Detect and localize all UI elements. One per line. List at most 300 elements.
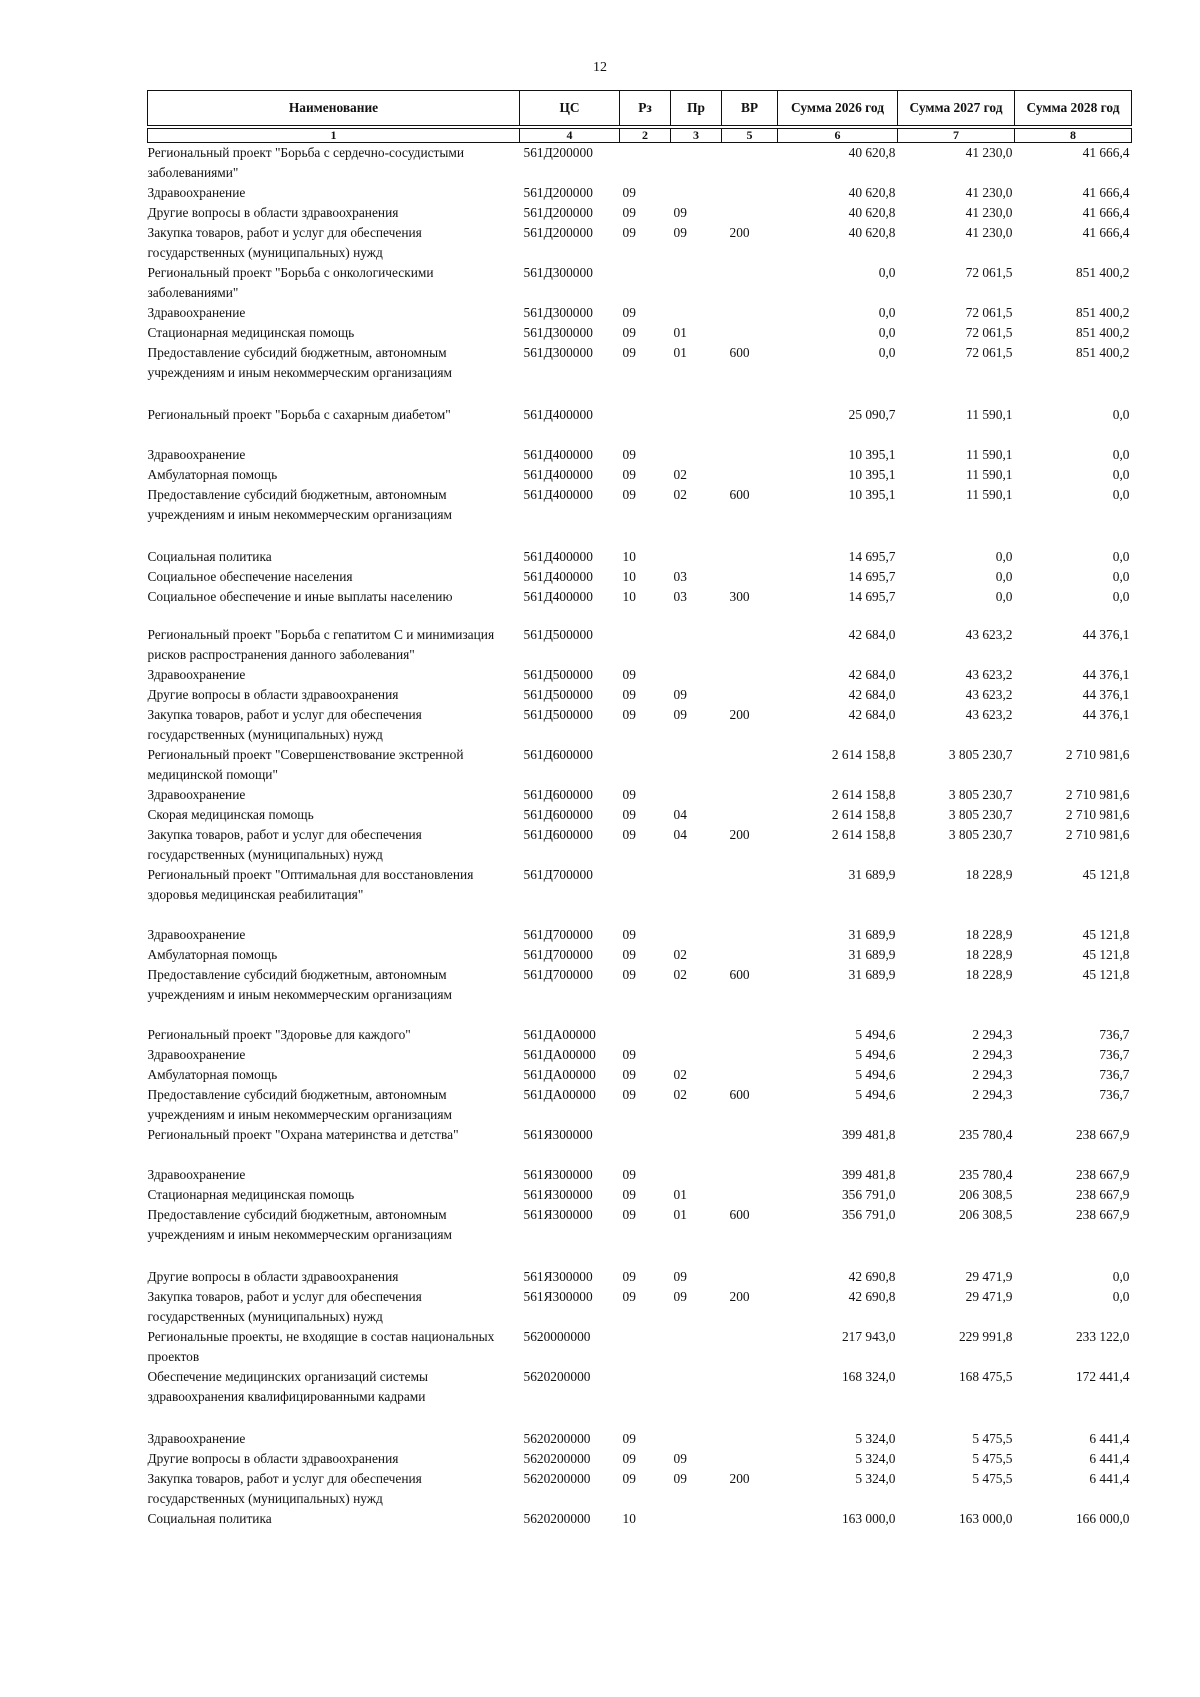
table-row xyxy=(148,665,1132,685)
row-sum-2026: 5 494,6 xyxy=(855,1027,896,1042)
row-name: Закупка товаров, работ и услуг для обеспечения государственных (муниципальных) нужд xyxy=(147,225,422,260)
row-vr xyxy=(722,1367,778,1429)
table-row xyxy=(148,1045,1132,1065)
table-row xyxy=(148,625,1132,665)
row-pr: 09 xyxy=(673,707,687,722)
row-name: Другие вопросы в области здравоохранения xyxy=(147,687,399,702)
row-sum-2026: 356 791,0 xyxy=(841,1187,896,1202)
row-rz: 10 xyxy=(622,1511,636,1526)
row-pr xyxy=(671,445,722,465)
row-name: Амбулаторная помощь xyxy=(147,467,278,482)
row-cs: 561Д400000 xyxy=(523,447,593,462)
table-row xyxy=(148,1205,1132,1267)
row-vr: 200 xyxy=(729,827,750,842)
table-row xyxy=(148,587,1132,625)
row-cs: 561Д200000 xyxy=(523,225,593,240)
row-vr: 300 xyxy=(729,589,750,604)
row-vr xyxy=(722,865,778,925)
column-number: 6 xyxy=(778,129,898,143)
row-sum-2028: 736,7 xyxy=(1099,1027,1130,1042)
row-vr xyxy=(722,183,778,203)
row-cs: 561Д300000 xyxy=(523,265,593,280)
row-pr: 01 xyxy=(673,1187,687,1202)
row-sum-2026: 0,0 xyxy=(878,345,896,360)
row-name: Региональный проект "Борьба с сахарным диабетом" xyxy=(147,407,451,422)
table-row xyxy=(148,1449,1132,1469)
row-vr xyxy=(722,805,778,825)
row-rz: 09 xyxy=(622,467,636,482)
table-row xyxy=(148,1165,1132,1185)
row-cs: 5620000000 xyxy=(523,1329,591,1344)
row-pr: 09 xyxy=(673,225,687,240)
row-sum-2026: 14 695,7 xyxy=(848,589,896,604)
row-cs: 5620200000 xyxy=(523,1471,591,1486)
row-vr: 600 xyxy=(729,1207,750,1222)
table-row xyxy=(148,485,1132,547)
table-row xyxy=(148,1267,1132,1287)
row-sum-2028: 736,7 xyxy=(1099,1047,1130,1062)
row-rz xyxy=(620,865,671,925)
row-vr xyxy=(722,665,778,685)
row-sum-2026: 14 695,7 xyxy=(848,549,896,564)
row-rz xyxy=(620,625,671,665)
row-name: Региональный проект "Здоровье для каждого" xyxy=(147,1027,411,1042)
row-rz: 10 xyxy=(622,549,636,564)
row-cs: 561ДА00000 xyxy=(523,1027,596,1042)
row-sum-2028: 45 121,8 xyxy=(1082,867,1130,882)
table-row xyxy=(148,323,1132,343)
row-pr xyxy=(671,925,722,945)
row-cs: 561Я300000 xyxy=(523,1269,593,1284)
row-sum-2026: 42 684,0 xyxy=(848,667,896,682)
row-sum-2027: 0,0 xyxy=(995,589,1013,604)
row-cs: 561ДА00000 xyxy=(523,1047,596,1062)
row-sum-2028: 44 376,1 xyxy=(1082,707,1130,722)
row-pr: 02 xyxy=(673,1067,687,1082)
row-pr xyxy=(671,785,722,805)
column-number: 5 xyxy=(722,129,778,143)
row-sum-2026: 31 689,9 xyxy=(848,927,896,942)
row-pr xyxy=(671,1165,722,1185)
row-sum-2028: 238 667,9 xyxy=(1075,1207,1130,1222)
row-rz: 09 xyxy=(622,947,636,962)
table-row xyxy=(148,785,1132,805)
row-sum-2028: 238 667,9 xyxy=(1075,1187,1130,1202)
row-sum-2027: 2 294,3 xyxy=(972,1087,1013,1102)
row-sum-2026: 42 684,0 xyxy=(848,687,896,702)
row-name: Амбулаторная помощь xyxy=(147,947,278,962)
row-sum-2027: 43 623,2 xyxy=(965,687,1013,702)
row-cs: 561Д400000 xyxy=(523,467,593,482)
row-vr xyxy=(722,1509,778,1529)
row-pr: 01 xyxy=(673,345,687,360)
row-cs: 561Д700000 xyxy=(523,867,593,882)
table-row xyxy=(148,1429,1132,1449)
row-name: Региональный проект "Совершенствование экстренной медицинской помощи" xyxy=(147,747,464,782)
row-pr xyxy=(671,625,722,665)
row-name: Социальное обеспечение населения xyxy=(147,569,353,584)
row-sum-2027: 229 991,8 xyxy=(958,1329,1013,1344)
header-row xyxy=(148,91,1132,126)
row-name: Здравоохранение xyxy=(147,1431,246,1446)
column-number: 8 xyxy=(1015,129,1132,143)
row-rz: 09 xyxy=(622,487,636,502)
row-rz: 09 xyxy=(622,305,636,320)
row-sum-2028: 0,0 xyxy=(1112,447,1130,462)
row-cs: 561Д600000 xyxy=(523,747,593,762)
row-sum-2026: 42 690,8 xyxy=(848,1269,896,1284)
row-pr: 02 xyxy=(673,487,687,502)
row-name: Здравоохранение xyxy=(147,305,246,320)
row-rz: 09 xyxy=(622,1187,636,1202)
row-name: Региональный проект "Борьба с сердечно-сосудистыми заболеваниями" xyxy=(147,145,465,180)
row-rz: 09 xyxy=(622,1431,636,1446)
row-pr: 04 xyxy=(673,827,687,842)
row-sum-2027: 11 590,1 xyxy=(966,407,1013,422)
row-sum-2026: 10 395,1 xyxy=(848,447,896,462)
row-sum-2028: 2 710 981,6 xyxy=(1065,807,1130,822)
row-sum-2028: 41 666,4 xyxy=(1082,205,1130,220)
row-cs: 561Д200000 xyxy=(523,205,593,220)
row-sum-2027: 43 623,2 xyxy=(965,707,1013,722)
row-cs: 5620200000 xyxy=(523,1511,591,1526)
row-sum-2026: 2 614 158,8 xyxy=(831,747,896,762)
row-sum-2027: 18 228,9 xyxy=(965,947,1013,962)
row-pr xyxy=(671,1367,722,1429)
row-rz xyxy=(620,1367,671,1429)
row-vr xyxy=(722,445,778,465)
row-sum-2027: 3 805 230,7 xyxy=(948,807,1013,822)
row-cs: 561Я300000 xyxy=(523,1167,593,1182)
table-row xyxy=(148,1287,1132,1327)
row-sum-2027: 0,0 xyxy=(995,569,1013,584)
table-row xyxy=(148,465,1132,485)
row-vr xyxy=(722,303,778,323)
row-name: Здравоохранение xyxy=(147,667,246,682)
row-sum-2027: 168 475,5 xyxy=(958,1369,1013,1384)
row-pr: 03 xyxy=(673,569,687,584)
row-sum-2028: 44 376,1 xyxy=(1082,687,1130,702)
row-sum-2027: 3 805 230,7 xyxy=(948,827,1013,842)
row-rz: 09 xyxy=(622,1269,636,1284)
row-name: Предоставление субсидий бюджетным, автономным учреждениям и иным некоммерческим организациям xyxy=(147,487,452,522)
table-row xyxy=(148,965,1132,1025)
row-vr xyxy=(722,567,778,587)
row-sum-2028: 0,0 xyxy=(1112,569,1130,584)
row-vr xyxy=(722,1165,778,1185)
row-pr xyxy=(671,1045,722,1065)
row-sum-2027: 41 230,0 xyxy=(965,205,1013,220)
row-vr xyxy=(722,745,778,785)
table-row xyxy=(148,805,1132,825)
row-cs: 561Д300000 xyxy=(523,325,593,340)
row-sum-2027: 11 590,1 xyxy=(966,467,1013,482)
row-sum-2026: 10 395,1 xyxy=(848,487,896,502)
row-vr xyxy=(722,685,778,705)
row-vr xyxy=(722,143,778,184)
row-sum-2027: 5 475,5 xyxy=(972,1451,1013,1466)
row-name: Социальное обеспечение и иные выплаты населению xyxy=(147,589,453,604)
table-row xyxy=(148,1065,1132,1085)
row-sum-2028: 172 441,4 xyxy=(1075,1369,1130,1384)
row-rz xyxy=(620,1125,671,1165)
table-row xyxy=(148,1025,1132,1045)
row-sum-2028: 233 122,0 xyxy=(1075,1329,1130,1344)
row-sum-2028: 41 666,4 xyxy=(1082,225,1130,240)
row-name: Амбулаторная помощь xyxy=(147,1067,278,1082)
row-sum-2027: 206 308,5 xyxy=(958,1187,1013,1202)
row-sum-2027: 43 623,2 xyxy=(965,627,1013,642)
row-sum-2028: 0,0 xyxy=(1112,1269,1130,1284)
table-row xyxy=(148,547,1132,567)
row-sum-2026: 42 684,0 xyxy=(848,707,896,722)
row-sum-2026: 5 324,0 xyxy=(855,1471,896,1486)
row-rz xyxy=(620,745,671,785)
row-vr: 600 xyxy=(729,487,750,502)
table-row xyxy=(148,945,1132,965)
row-name: Социальная политика xyxy=(147,549,272,564)
row-cs: 561Д600000 xyxy=(523,827,593,842)
row-sum-2026: 31 689,9 xyxy=(848,947,896,962)
header-rz: Рз xyxy=(620,91,671,126)
row-pr: 02 xyxy=(673,967,687,982)
row-sum-2028: 0,0 xyxy=(1112,467,1130,482)
row-name: Здравоохранение xyxy=(147,927,246,942)
row-name: Здравоохранение xyxy=(147,447,246,462)
row-sum-2026: 217 943,0 xyxy=(841,1329,896,1344)
row-pr: 02 xyxy=(673,1087,687,1102)
row-vr: 600 xyxy=(729,967,750,982)
row-sum-2026: 163 000,0 xyxy=(841,1511,896,1526)
row-sum-2028: 851 400,2 xyxy=(1075,265,1130,280)
header-cs: ЦС xyxy=(520,91,620,126)
row-pr xyxy=(671,303,722,323)
row-rz: 10 xyxy=(622,589,636,604)
row-cs: 561Д700000 xyxy=(523,967,593,982)
table-row xyxy=(148,445,1132,465)
row-vr xyxy=(722,263,778,303)
row-cs: 5620200000 xyxy=(523,1431,591,1446)
row-name: Стационарная медицинская помощь xyxy=(147,1187,355,1202)
row-name: Региональный проект "Оптимальная для восстановления здоровья медицинская реабилитация" xyxy=(147,867,474,902)
row-pr: 09 xyxy=(673,205,687,220)
table-row xyxy=(148,183,1132,203)
row-sum-2028: 6 441,4 xyxy=(1089,1471,1130,1486)
row-vr xyxy=(722,1327,778,1367)
row-pr xyxy=(671,865,722,925)
row-vr: 200 xyxy=(729,1471,750,1486)
table-row xyxy=(148,1469,1132,1509)
row-sum-2028: 45 121,8 xyxy=(1082,967,1130,982)
row-sum-2027: 0,0 xyxy=(995,549,1013,564)
row-sum-2026: 5 324,0 xyxy=(855,1451,896,1466)
header-sum-2028: Сумма 2028 год xyxy=(1015,91,1132,126)
row-name: Закупка товаров, работ и услуг для обеспечения государственных (муниципальных) нужд xyxy=(147,1289,422,1324)
row-sum-2028: 0,0 xyxy=(1112,407,1130,422)
row-name: Предоставление субсидий бюджетным, автономным учреждениям и иным некоммерческим организациям xyxy=(147,345,452,380)
row-name: Обеспечение медицинских организаций системы здравоохранения квалифицированными кадрами xyxy=(147,1369,429,1404)
row-sum-2026: 0,0 xyxy=(878,305,896,320)
row-sum-2026: 5 494,6 xyxy=(855,1067,896,1082)
row-name: Здравоохранение xyxy=(147,787,246,802)
row-sum-2028: 41 666,4 xyxy=(1082,185,1130,200)
row-sum-2027: 18 228,9 xyxy=(965,967,1013,982)
row-sum-2027: 2 294,3 xyxy=(972,1067,1013,1082)
row-cs: 561Д700000 xyxy=(523,947,593,962)
table-row xyxy=(148,745,1132,785)
row-sum-2028: 238 667,9 xyxy=(1075,1127,1130,1142)
row-sum-2026: 40 620,8 xyxy=(848,205,896,220)
table-body xyxy=(148,143,1132,1530)
row-name: Региональный проект "Борьба с онкологическими заболеваниями" xyxy=(147,265,434,300)
row-vr: 200 xyxy=(729,225,750,240)
row-sum-2028: 44 376,1 xyxy=(1082,667,1130,682)
row-rz: 09 xyxy=(622,205,636,220)
row-cs: 561Я300000 xyxy=(523,1127,593,1142)
row-pr: 02 xyxy=(673,467,687,482)
row-sum-2026: 2 614 158,8 xyxy=(831,807,896,822)
row-sum-2027: 72 061,5 xyxy=(965,325,1013,340)
row-sum-2028: 0,0 xyxy=(1112,589,1130,604)
table-row xyxy=(148,705,1132,745)
row-pr: 01 xyxy=(673,1207,687,1222)
row-rz: 09 xyxy=(622,1451,636,1466)
row-pr xyxy=(671,1327,722,1367)
row-sum-2028: 45 121,8 xyxy=(1082,927,1130,942)
row-pr xyxy=(671,1025,722,1045)
row-sum-2028: 45 121,8 xyxy=(1082,947,1130,962)
row-rz: 09 xyxy=(622,927,636,942)
row-sum-2027: 2 294,3 xyxy=(972,1027,1013,1042)
table-row xyxy=(148,925,1132,945)
row-sum-2027: 43 623,2 xyxy=(965,667,1013,682)
table-row xyxy=(148,685,1132,705)
row-rz: 09 xyxy=(622,225,636,240)
row-vr xyxy=(722,1449,778,1469)
row-vr xyxy=(722,1025,778,1045)
row-sum-2026: 168 324,0 xyxy=(841,1369,896,1384)
row-name: Региональный проект "Борьба с гепатитом С и минимизация рисков распространения данного заболевания" xyxy=(147,627,495,662)
row-vr: 200 xyxy=(729,1289,750,1304)
row-vr xyxy=(722,1429,778,1449)
row-sum-2026: 0,0 xyxy=(878,265,896,280)
row-cs: 561ДА00000 xyxy=(523,1087,596,1102)
row-rz xyxy=(620,1327,671,1367)
row-vr xyxy=(722,1065,778,1085)
row-name: Здравоохранение xyxy=(147,1047,246,1062)
row-pr xyxy=(671,745,722,785)
row-cs: 561Д300000 xyxy=(523,305,593,320)
row-vr xyxy=(722,785,778,805)
column-number: 3 xyxy=(671,129,722,143)
table-row xyxy=(148,567,1132,587)
row-pr xyxy=(671,1125,722,1165)
row-sum-2027: 11 590,1 xyxy=(966,447,1013,462)
row-sum-2028: 736,7 xyxy=(1099,1087,1130,1102)
row-cs: 561Д200000 xyxy=(523,185,593,200)
row-vr: 600 xyxy=(729,345,750,360)
row-name: Предоставление субсидий бюджетным, автономным учреждениям и иным некоммерческим организациям xyxy=(147,1087,452,1122)
row-sum-2026: 42 690,8 xyxy=(848,1289,896,1304)
row-rz: 09 xyxy=(622,827,636,842)
row-sum-2027: 72 061,5 xyxy=(965,345,1013,360)
row-vr xyxy=(722,1125,778,1165)
row-sum-2027: 41 230,0 xyxy=(965,225,1013,240)
row-rz: 09 xyxy=(622,325,636,340)
row-sum-2026: 2 614 158,8 xyxy=(831,827,896,842)
row-vr xyxy=(722,323,778,343)
row-pr xyxy=(671,143,722,184)
row-sum-2026: 5 494,6 xyxy=(855,1087,896,1102)
row-sum-2026: 5 324,0 xyxy=(855,1431,896,1446)
row-vr: 200 xyxy=(729,707,750,722)
row-sum-2027: 29 471,9 xyxy=(965,1289,1013,1304)
row-name: Другие вопросы в области здравоохранения xyxy=(147,205,399,220)
column-number: 4 xyxy=(520,129,620,143)
table-row xyxy=(148,1185,1132,1205)
table-row xyxy=(148,263,1132,303)
row-cs: 561ДА00000 xyxy=(523,1067,596,1082)
row-vr xyxy=(722,1185,778,1205)
row-rz: 09 xyxy=(622,967,636,982)
row-rz: 09 xyxy=(622,1207,636,1222)
row-rz: 09 xyxy=(622,807,636,822)
row-pr: 01 xyxy=(673,325,687,340)
row-sum-2026: 2 614 158,8 xyxy=(831,787,896,802)
row-pr: 09 xyxy=(673,687,687,702)
row-sum-2027: 2 294,3 xyxy=(972,1047,1013,1062)
row-vr xyxy=(722,625,778,665)
row-name: Региональные проекты, не входящие в состав национальных проектов xyxy=(147,1329,495,1364)
row-cs: 561Я300000 xyxy=(523,1289,593,1304)
row-cs: 561Д300000 xyxy=(523,345,593,360)
row-rz xyxy=(620,405,671,445)
row-name: Закупка товаров, работ и услуг для обеспечения государственных (муниципальных) нужд xyxy=(147,827,422,862)
row-sum-2026: 10 395,1 xyxy=(848,467,896,482)
row-name: Предоставление субсидий бюджетным, автономным учреждениям и иным некоммерческим организациям xyxy=(147,967,452,1002)
row-rz xyxy=(620,1025,671,1045)
row-sum-2026: 31 689,9 xyxy=(848,867,896,882)
header-pr: Пр xyxy=(671,91,722,126)
row-sum-2026: 40 620,8 xyxy=(848,145,896,160)
row-rz: 09 xyxy=(622,787,636,802)
row-rz: 09 xyxy=(622,1167,636,1182)
row-sum-2028: 41 666,4 xyxy=(1082,145,1130,160)
row-name: Здравоохранение xyxy=(147,1167,246,1182)
row-cs: 561Д400000 xyxy=(523,549,593,564)
row-name: Закупка товаров, работ и услуг для обеспечения государственных (муниципальных) нужд xyxy=(147,1471,422,1506)
row-sum-2028: 44 376,1 xyxy=(1082,627,1130,642)
budget-sheet xyxy=(147,90,1131,1529)
row-sum-2027: 3 805 230,7 xyxy=(948,787,1013,802)
row-pr: 04 xyxy=(673,807,687,822)
row-rz: 09 xyxy=(622,345,636,360)
row-name: Стационарная медицинская помощь xyxy=(147,325,355,340)
row-vr xyxy=(722,547,778,567)
row-sum-2028: 851 400,2 xyxy=(1075,345,1130,360)
row-cs: 561Д400000 xyxy=(523,569,593,584)
table-row xyxy=(148,865,1132,925)
row-sum-2028: 851 400,2 xyxy=(1075,305,1130,320)
row-sum-2027: 41 230,0 xyxy=(965,185,1013,200)
row-sum-2028: 6 441,4 xyxy=(1089,1431,1130,1446)
row-cs: 5620200000 xyxy=(523,1451,591,1466)
row-vr: 600 xyxy=(729,1087,750,1102)
row-rz: 09 xyxy=(622,687,636,702)
row-cs: 561Д400000 xyxy=(523,487,593,502)
row-sum-2028: 0,0 xyxy=(1112,1289,1130,1304)
row-name: Другие вопросы в области здравоохранения xyxy=(147,1269,399,1284)
